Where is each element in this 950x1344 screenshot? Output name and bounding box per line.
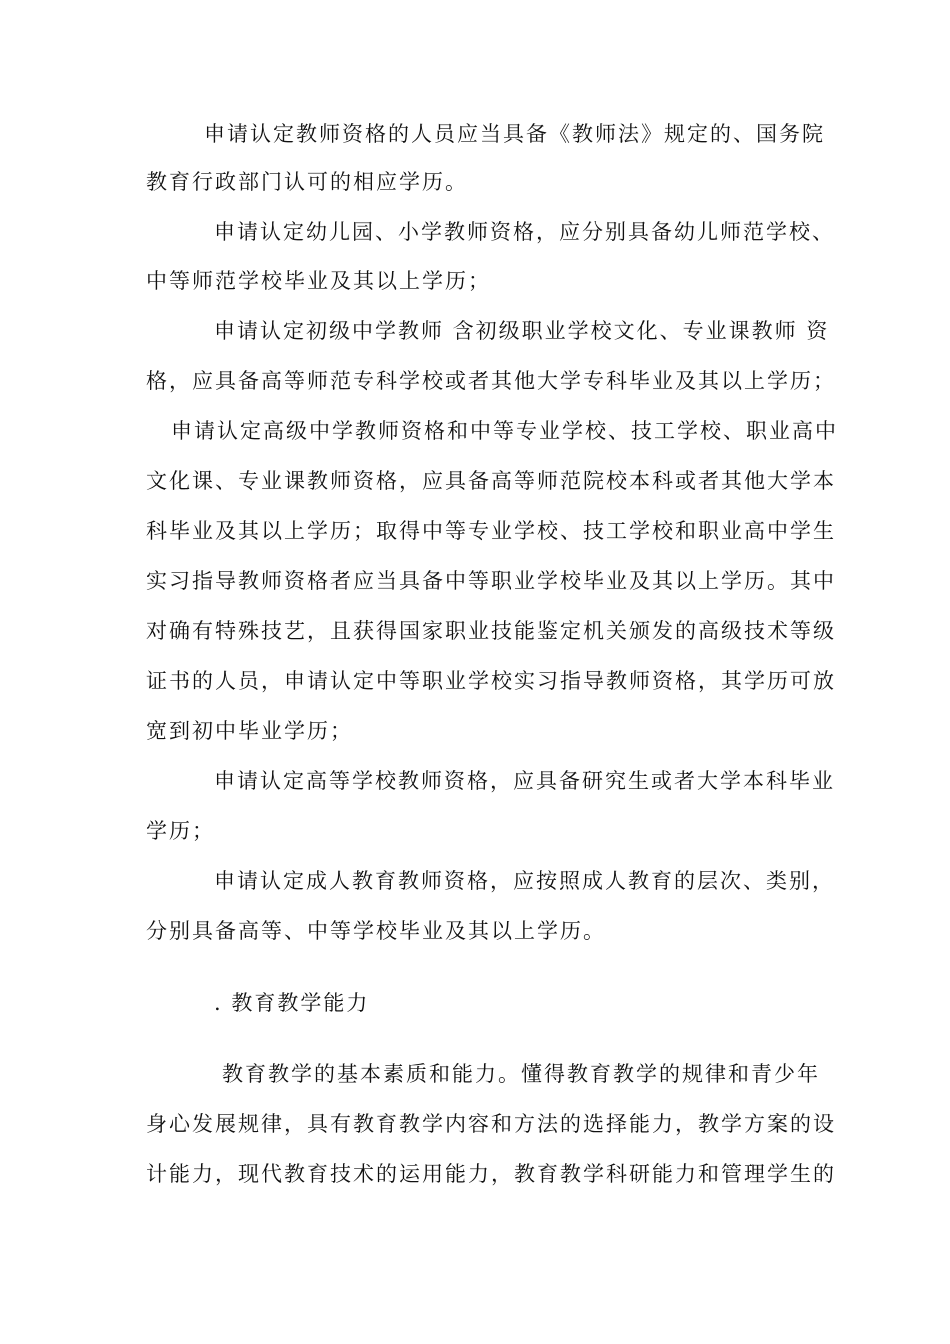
text-line: 宽到初中毕业学历； — [146, 719, 353, 743]
text-line: 教育教学的基本素质和能力。懂得教育教学的规律和青少年 — [222, 1062, 820, 1086]
text-line: 实习指导教师资格者应当具备中等职业学校毕业及其以上学历。其中 — [146, 569, 836, 593]
text-line: 计能力，现代教育技术的运用能力，教育教学科研能力和管理学生的 — [146, 1162, 836, 1186]
text-line: 分别具备高等、中等学校毕业及其以上学历。 — [146, 919, 606, 943]
text-line: 对确有特殊技艺，且获得国家职业技能鉴定机关颁发的高级技术等级 — [146, 619, 836, 643]
text-line: 文化课、专业课教师资格，应具备高等师范院校本科或者其他大学本 — [146, 469, 836, 493]
text-line: 申请认定高级中学教师资格和中等专业学校、技工学校、职业高中 — [171, 419, 838, 443]
text-line: 科毕业及其以上学历；取得中等专业学校、技工学校和职业高中学生 — [146, 519, 836, 543]
text-line: 申请认定教师资格的人员应当具备《教师法》规定的、国务院 — [204, 122, 825, 146]
section-heading: . 教育教学能力 — [214, 991, 370, 1015]
text-line: 证书的人员，申请认定中等职业学校实习指导教师资格，其学历可放 — [146, 669, 836, 693]
text-line: 申请认定高等学校教师资格，应具备研究生或者大学本科毕业 — [214, 769, 835, 793]
text-line: 身心发展规律，具有教育教学内容和方法的选择能力，教学方案的设 — [146, 1112, 836, 1136]
text-line: 申请认定初级中学教师 含初级职业学校文化、专业课教师 资 — [214, 319, 830, 343]
text-line: 申请认定幼儿园、小学教师资格，应分别具备幼儿师范学校、 — [214, 220, 835, 244]
text-line: 学历； — [146, 819, 215, 843]
text-line: 教育行政部门认可的相应学历。 — [146, 170, 468, 194]
text-line: 申请认定成人教育教师资格，应按照成人教育的层次、类别， — [214, 869, 835, 893]
text-line: 中等师范学校毕业及其以上学历； — [146, 269, 491, 293]
text-line: 格，应具备高等师范专科学校或者其他大学专科毕业及其以上学历； — [146, 369, 836, 393]
